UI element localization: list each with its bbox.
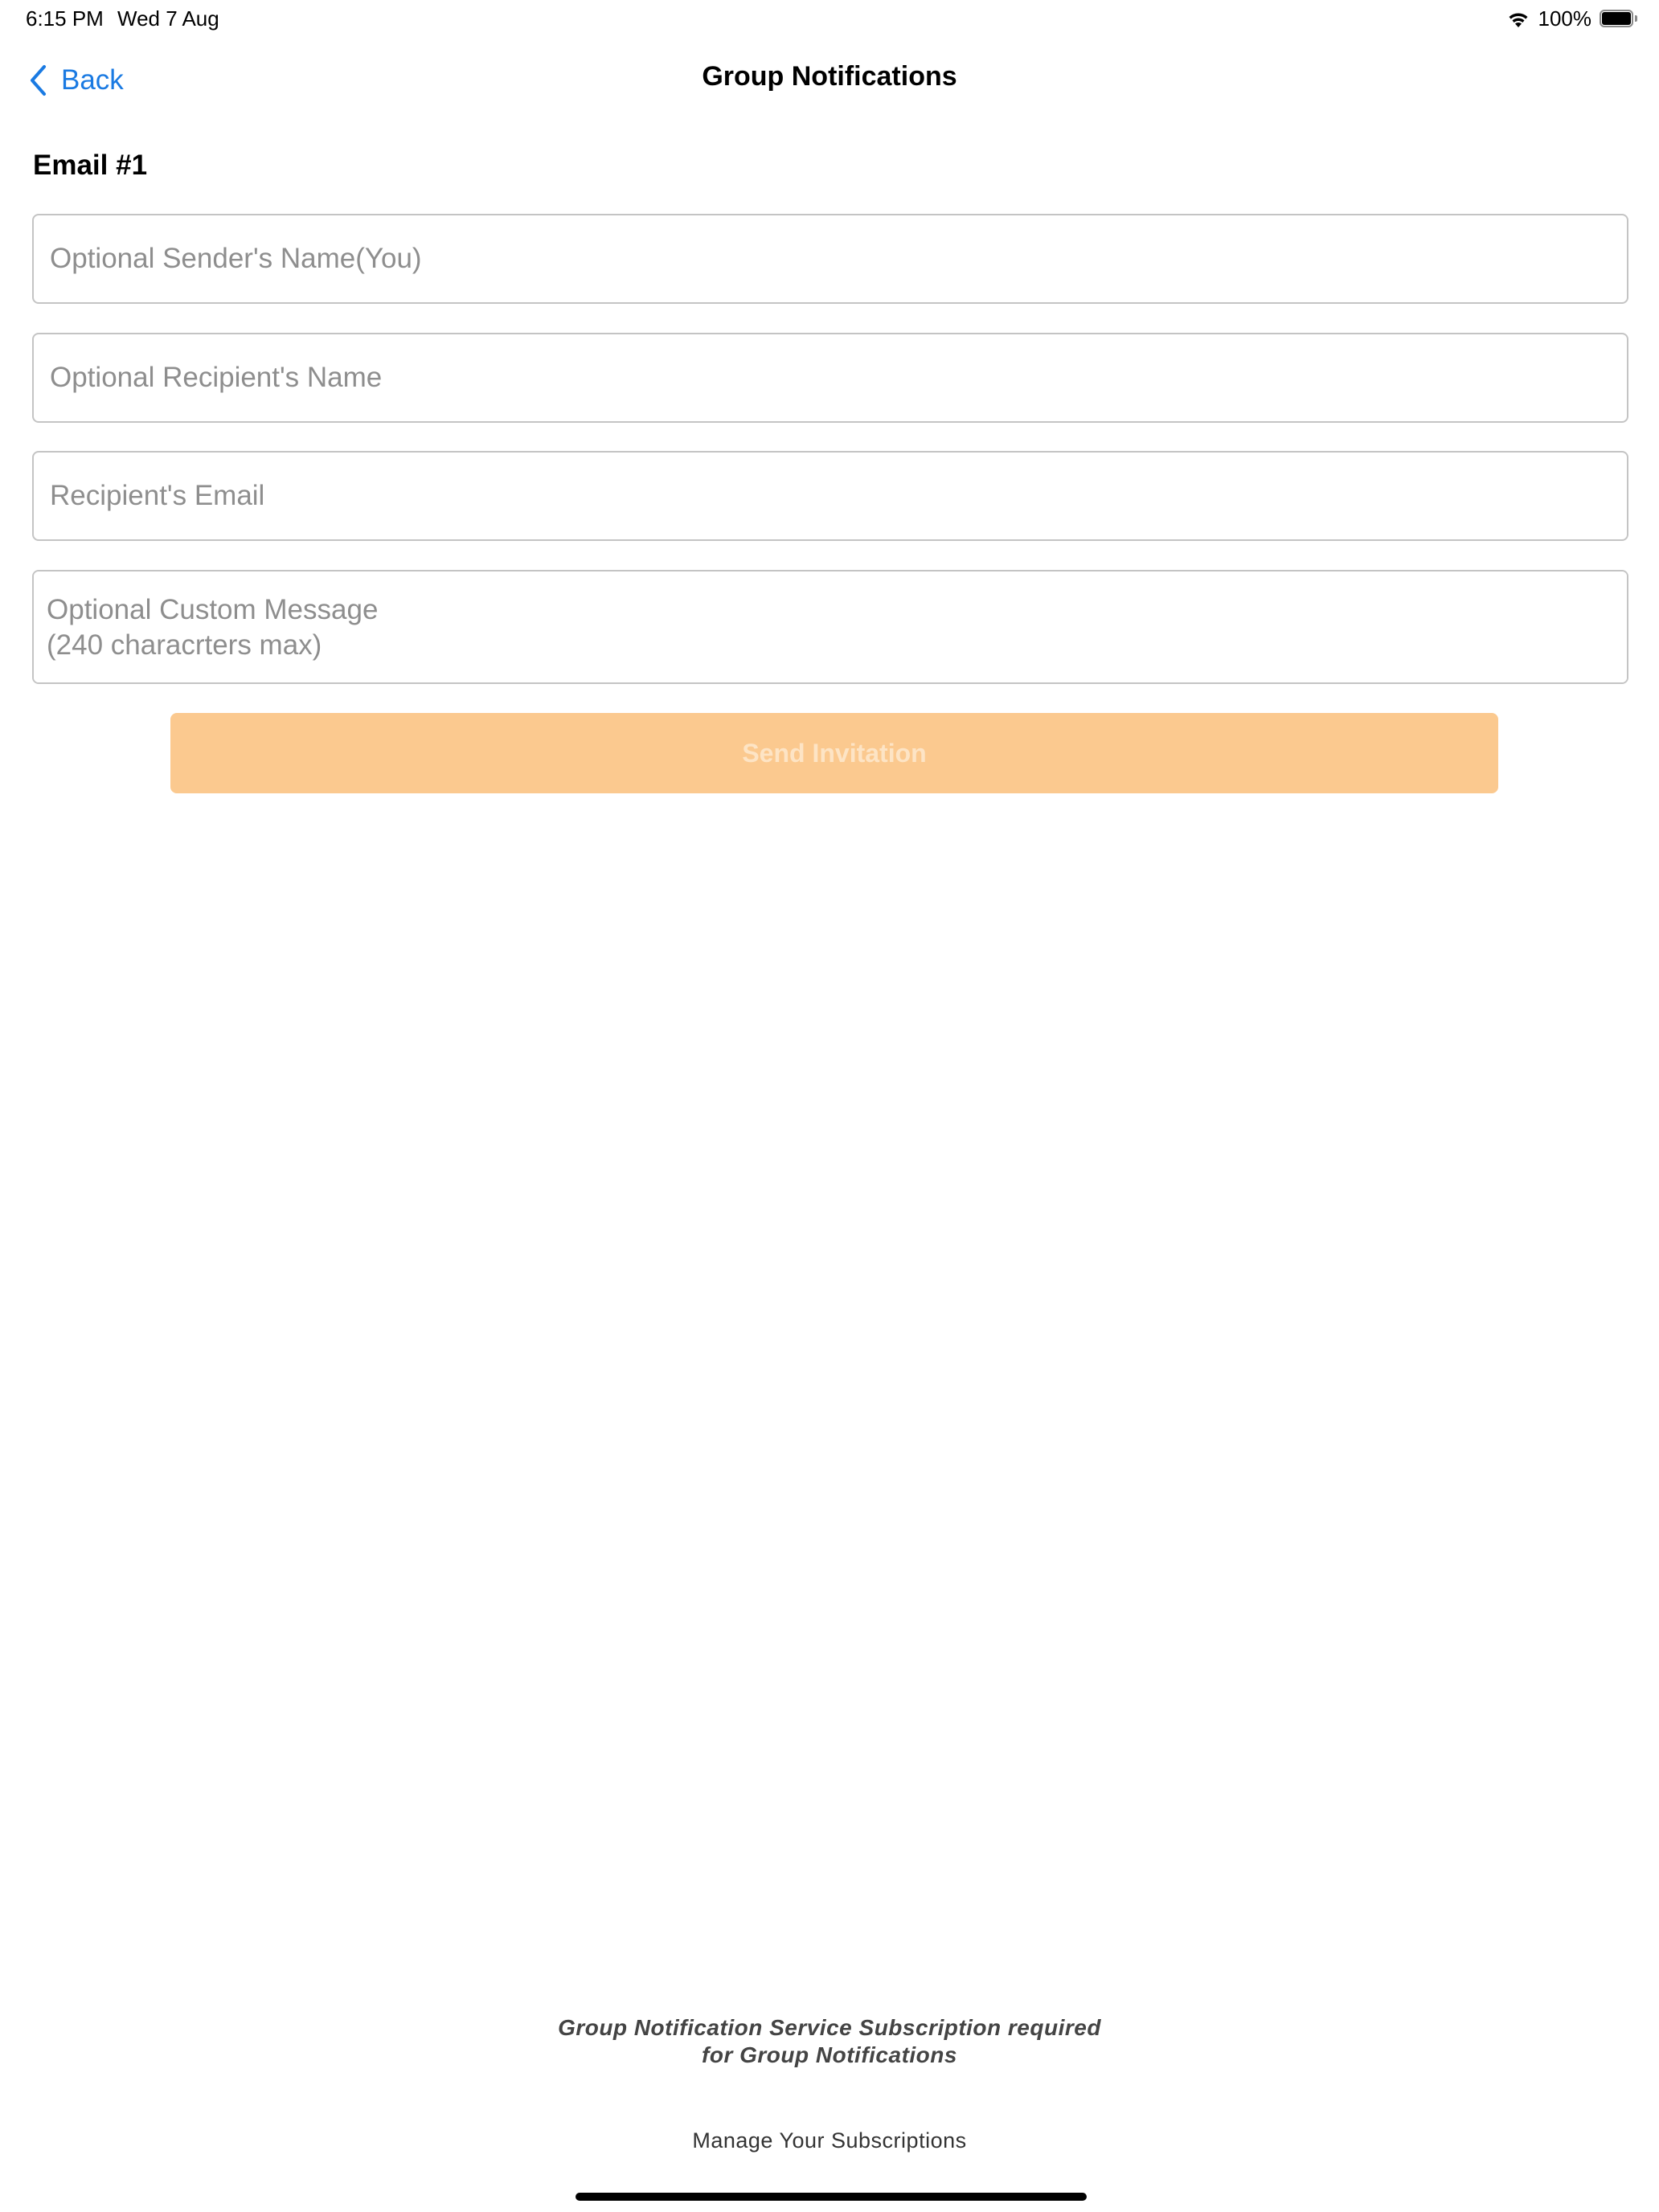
battery-icon [1600,10,1638,29]
status-bar [0,0,1659,40]
manage-subscriptions-link[interactable]: Manage Your Subscriptions [692,2128,967,2153]
status-time: 6:15 PM [26,6,104,31]
send-invitation-button[interactable]: Send Invitation [170,713,1498,793]
email-section-heading: Email #1 [33,150,148,181]
back-label: Back [61,64,124,96]
navigation-bar [0,48,1659,113]
battery-percentage: 100% [1538,6,1591,31]
home-indicator [576,2193,1087,2201]
page-title: Group Notifications [702,61,957,92]
custom-message-textarea[interactable] [32,570,1628,684]
subscription-note-line-2: for Group Notifications [702,2042,957,2067]
recipient-name-input[interactable] [32,333,1628,423]
subscription-note-line-1: Group Notification Service Subscription required [558,2015,1101,2040]
recipient-email-input[interactable] [32,451,1628,541]
subscription-required-note [0,2014,1659,2069]
status-indicators [1506,6,1639,31]
status-date: Wed 7 Aug [117,6,219,31]
sender-name-input[interactable] [32,214,1628,304]
wifi-icon [1506,10,1530,29]
